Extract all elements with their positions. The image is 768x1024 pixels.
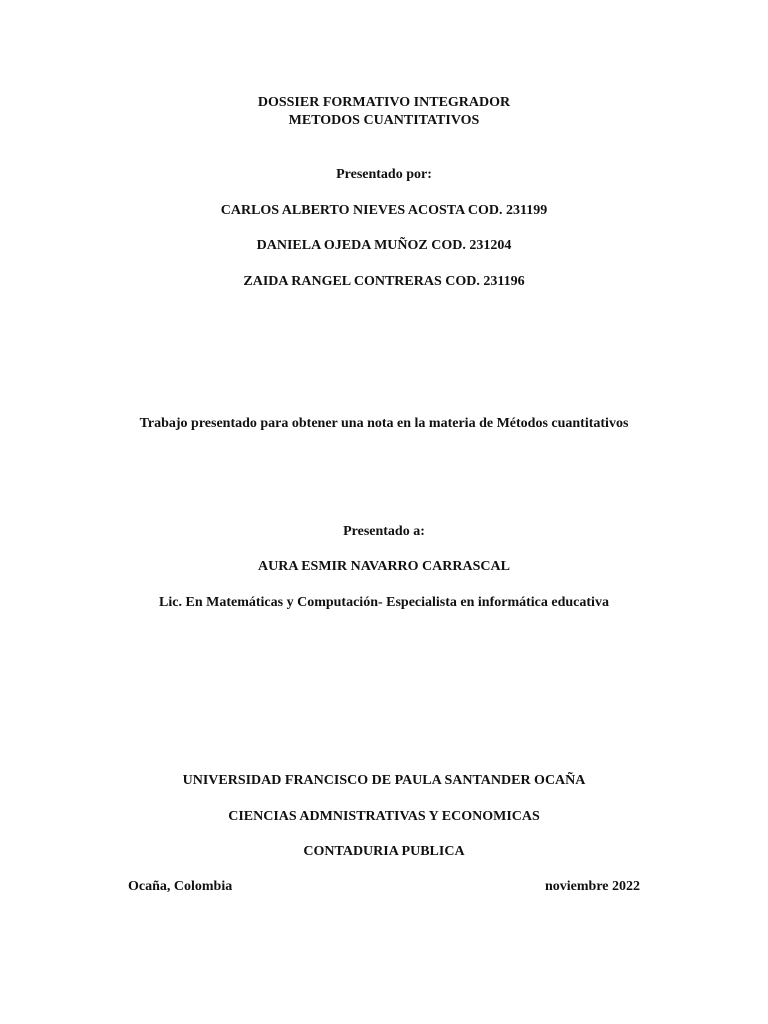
university-name: UNIVERSIDAD FRANCISCO DE PAULA SANTANDER OCAÑA <box>182 773 586 788</box>
presented-by-label: Presentado por: <box>336 167 432 182</box>
document-title-line-1: DOSSIER FORMATIVO INTEGRADOR <box>257 95 511 110</box>
purpose-statement: Trabajo presentado para obtener una nota en la materia de Métodos cuantitativos <box>139 416 629 431</box>
professor-name: AURA ESMIR NAVARRO CARRASCAL <box>258 559 510 574</box>
document-title-line-2: METODOS CUANTITATIVOS <box>288 113 480 128</box>
presented-to-label: Presentado a: <box>343 524 425 539</box>
faculty-name: CIENCIAS ADMNISTRATIVAS Y ECONOMICAS <box>228 809 540 824</box>
author-2: DANIELA OJEDA MUÑOZ COD. 231204 <box>256 238 512 253</box>
location: Ocaña, Colombia <box>128 879 233 894</box>
author-3: ZAIDA RANGEL CONTRERAS COD. 231196 <box>243 274 525 289</box>
program-name: CONTADURIA PUBLICA <box>303 844 465 859</box>
professor-credentials: Lic. En Matemáticas y Computación- Especialista en informática educativa <box>159 595 609 610</box>
date: noviembre 2022 <box>544 879 640 894</box>
author-1: CARLOS ALBERTO NIEVES ACOSTA COD. 231199 <box>220 203 548 218</box>
